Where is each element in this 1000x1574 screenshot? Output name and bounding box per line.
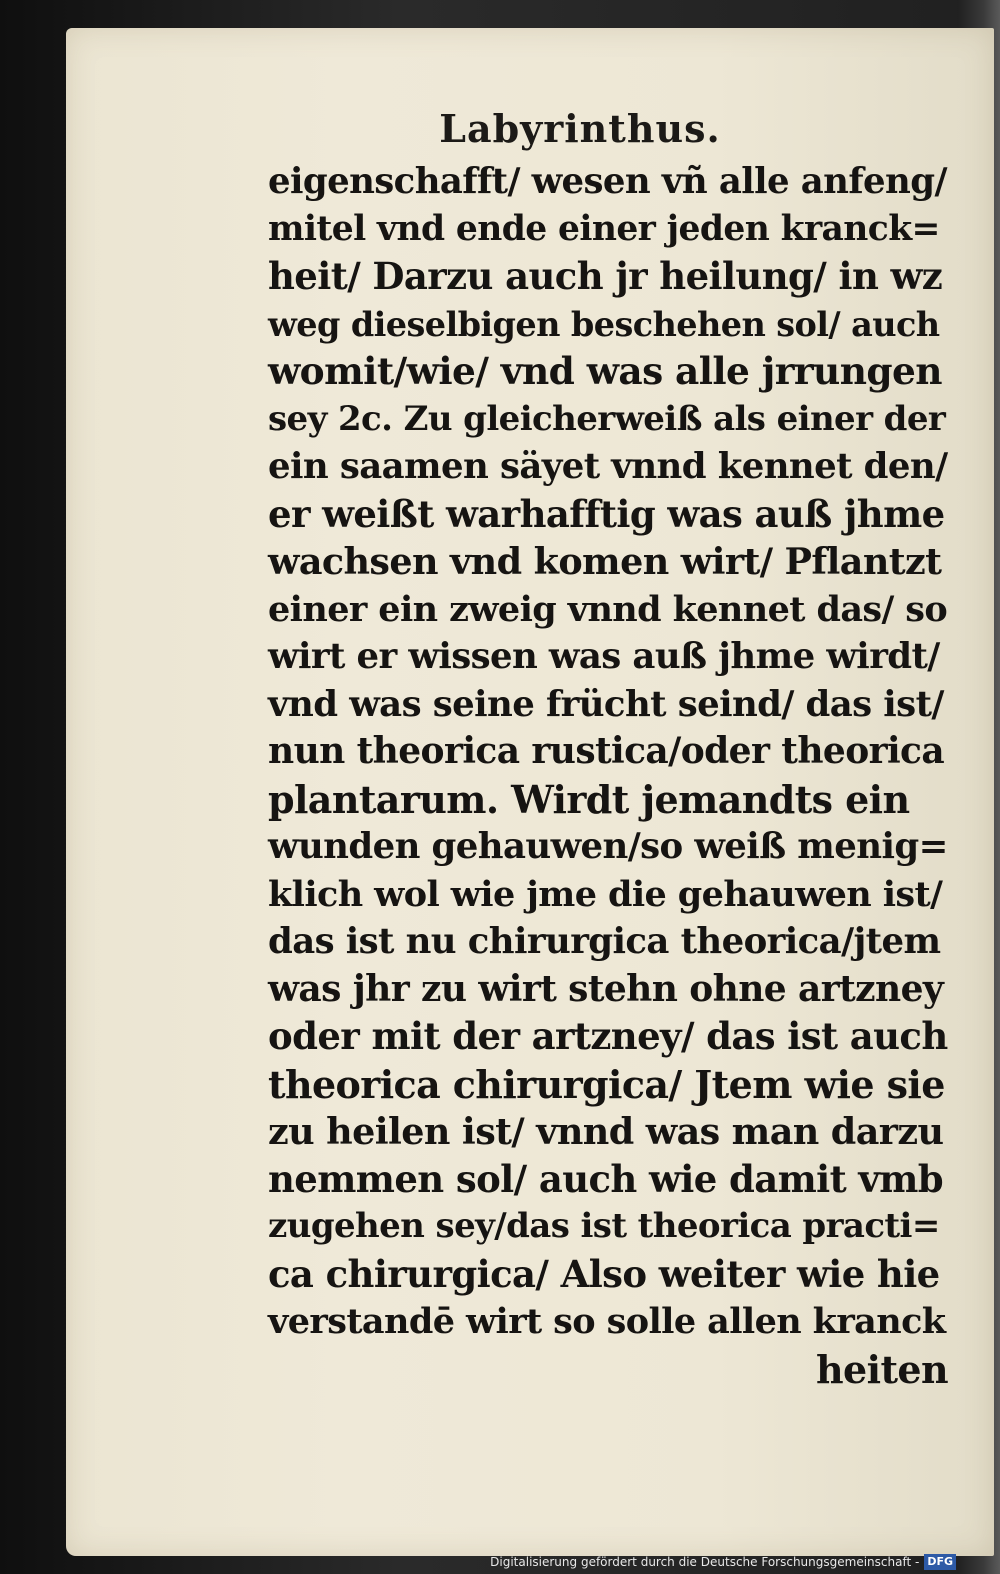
digitization-credit xyxy=(490,1552,956,1572)
text-line: ein saamen säyet vnnd kennet den/ xyxy=(268,446,948,487)
text-line: oder mit der artzney/ das ist auch xyxy=(268,1014,948,1058)
text-line: nemmen sol/ auch wie damit vmb xyxy=(268,1156,944,1201)
text-line: wunden gehauwen/so weiß menig= xyxy=(268,826,948,867)
text-line: vnd was seine frücht seind/ das ist/ xyxy=(268,683,944,725)
text-line: nun theorica rustica/oder theorica xyxy=(268,730,945,772)
text-line: wirt er wissen was auß jhme wirdt/ xyxy=(268,636,940,677)
text-line: was jhr zu wirt stehn ohne artzney xyxy=(268,967,944,1010)
text-line: verstandē wirt so solle allen kranck xyxy=(268,1301,946,1342)
text-line: heit/ Darzu auch jr heilung/ in wz xyxy=(268,254,943,298)
text-line: weg dieselbigen beschehen sol/ auch xyxy=(268,304,940,344)
text-line: zugehen sey/das ist theorica practi= xyxy=(268,1206,940,1246)
text-line: plantarum. Wirdt jemandts ein xyxy=(268,776,910,822)
dfg-logo: DFG xyxy=(924,1554,956,1570)
text-line: wachsen vnd komen wirt/ Pflantzt xyxy=(268,540,942,583)
text-line: klich wol wie jme die gehauwen ist/ xyxy=(268,873,943,915)
text-line: womit/wie/ vnd was alle jrrungen xyxy=(268,349,942,393)
text-line: er weißt warhafftig was auß jhme xyxy=(268,491,945,536)
text-line: mitel vnd ende einer jeden kranck= xyxy=(268,208,940,249)
text-block xyxy=(268,158,948,1393)
text-line: einer ein zweig vnnd kennet das/ so xyxy=(268,588,948,630)
text-line: das ist nu chirurgica theorica/jtem xyxy=(268,921,941,962)
running-head: Labyrinthus. xyxy=(439,106,721,151)
text-line: ca chirurgica/ Also weiter wie hie xyxy=(268,1251,940,1296)
text-line: sey 2c. Zu gleicherweiß als einer der xyxy=(268,398,946,439)
credit-text: Digitalisierung gefördert durch die Deutsche Forschungsgemeinschaft - xyxy=(490,1555,920,1569)
text-line: eigenschafft/ wesen vñ alle anfeng/ xyxy=(268,161,947,202)
text-line: zu heilen ist/ vnnd was man darzu xyxy=(268,1110,944,1153)
text-line: theorica chirurgica/ Jtem wie sie xyxy=(268,1061,945,1107)
catchword: heiten xyxy=(816,1346,948,1392)
